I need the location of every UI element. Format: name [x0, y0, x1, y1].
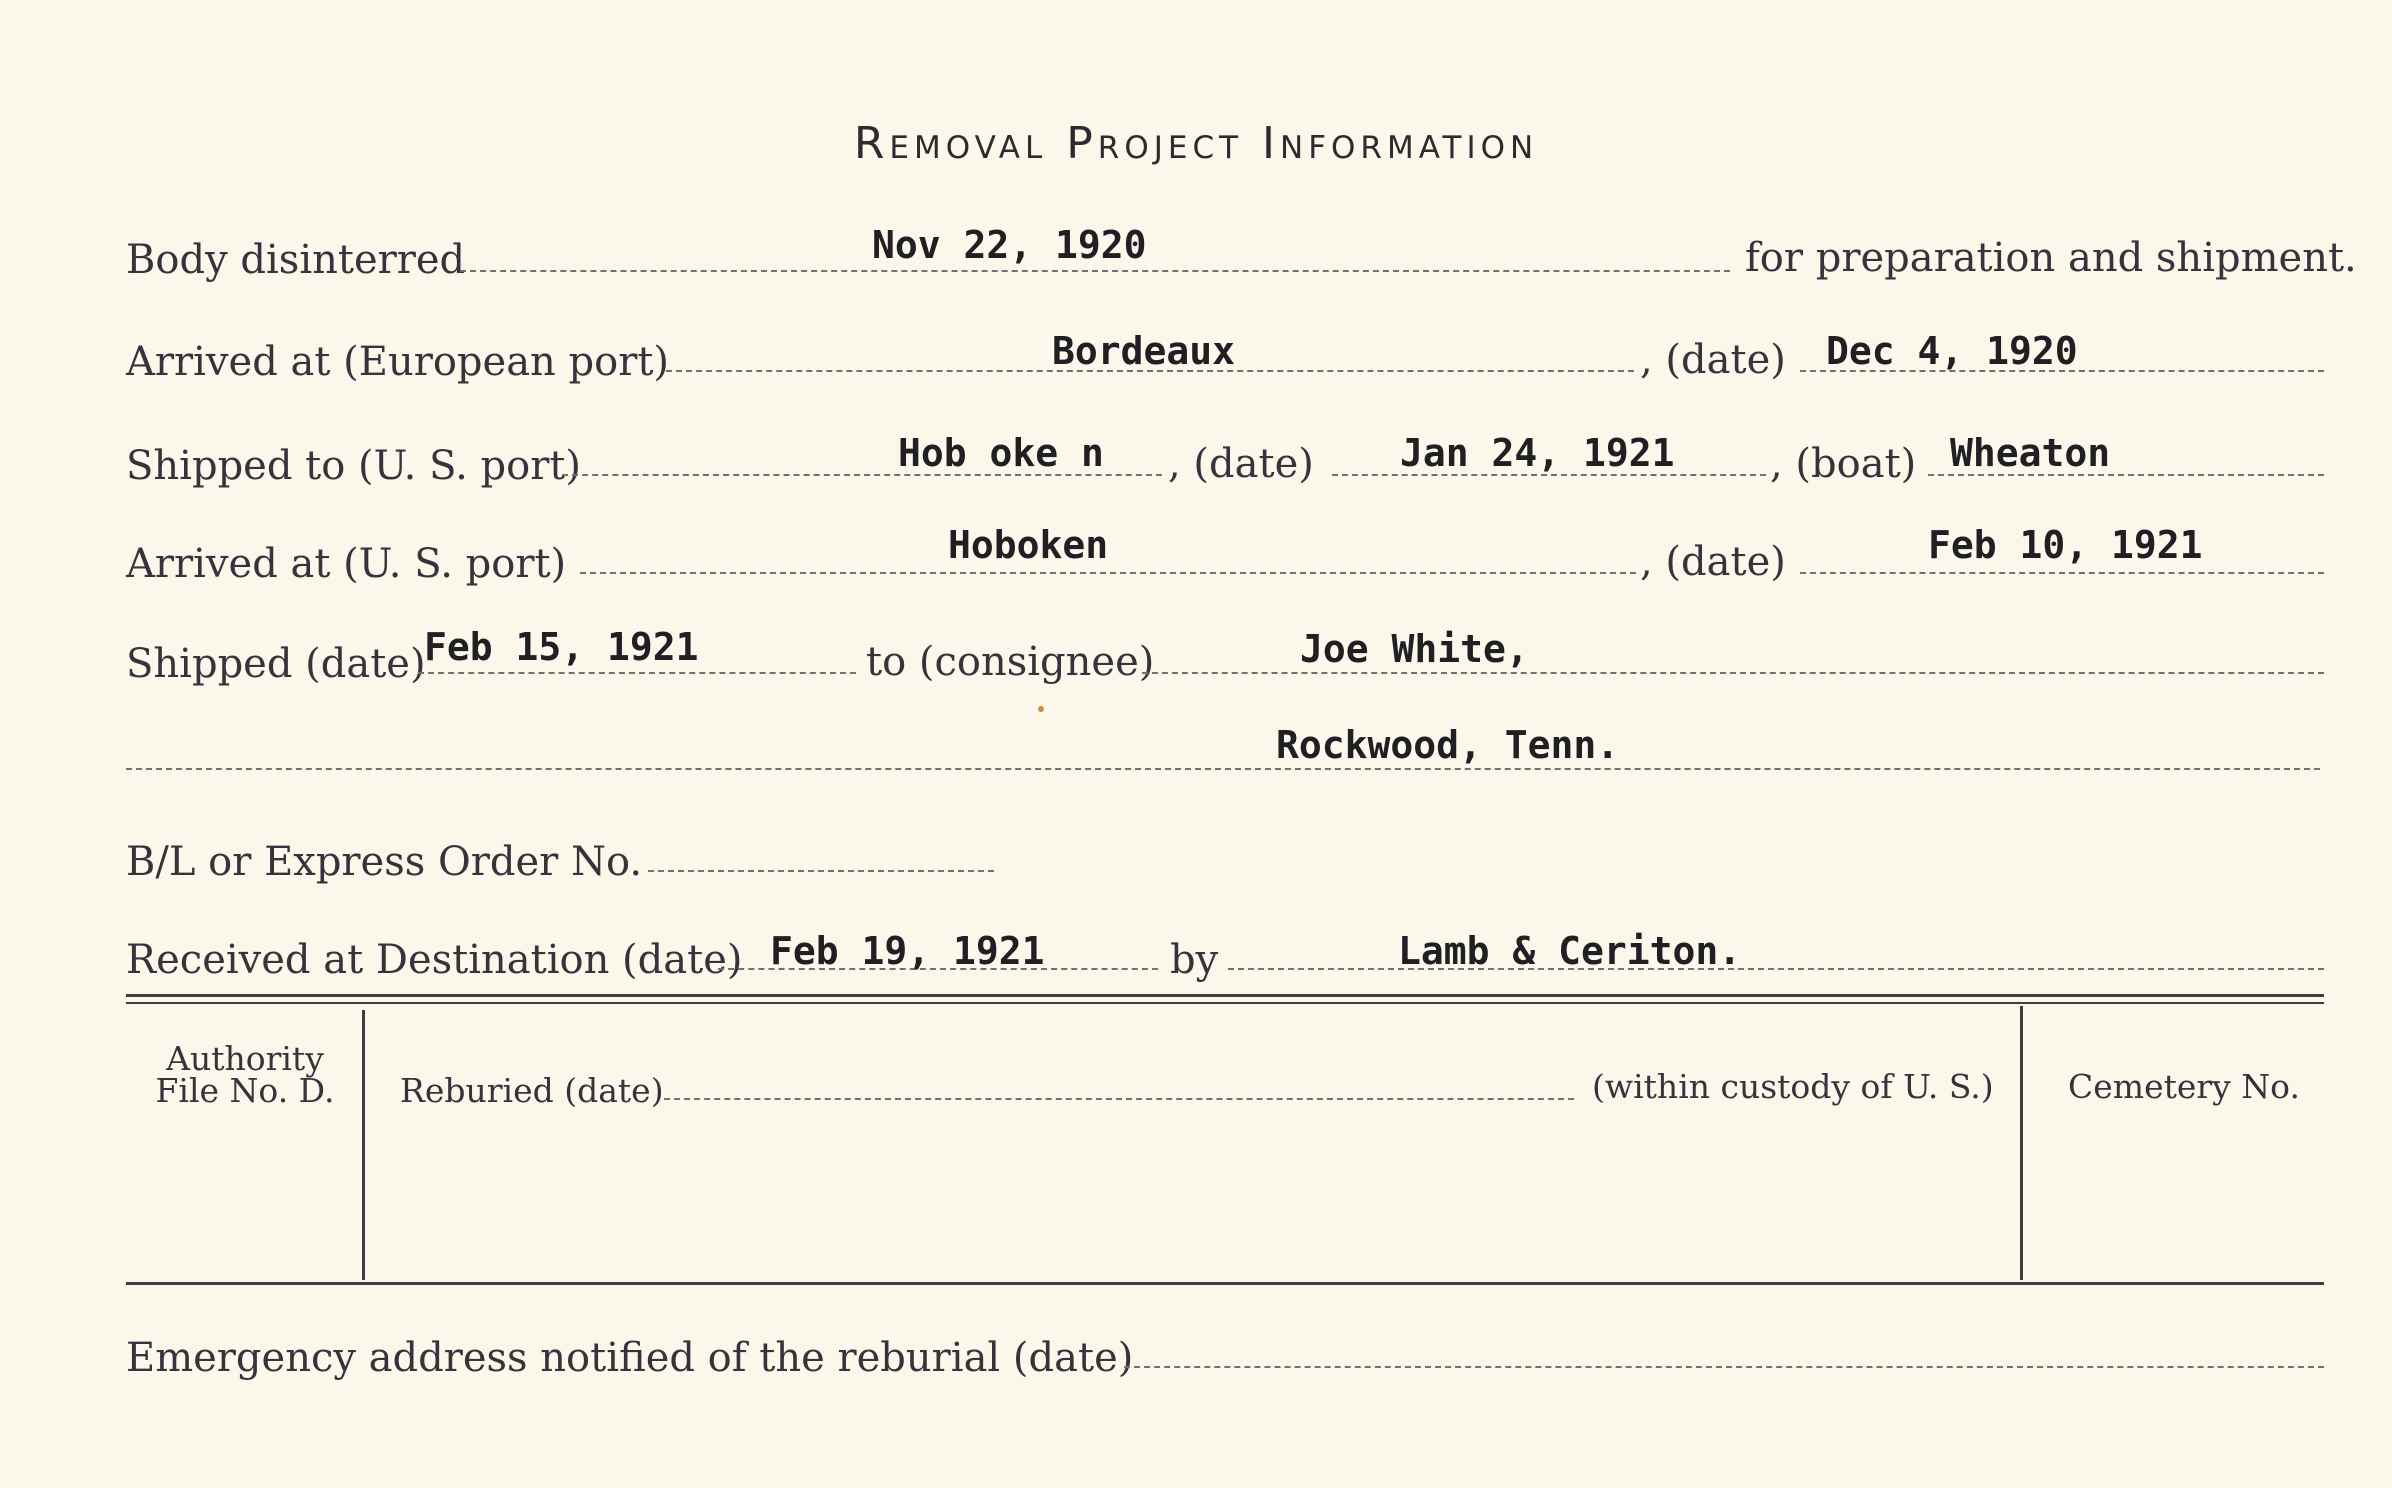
shipped-date-label: Shipped (date) [126, 641, 426, 687]
table-top-rule [126, 994, 2324, 997]
card-title: Removal Project Information [853, 118, 1539, 169]
shipped-us-date-label: , (date) [1168, 441, 1314, 487]
shipped-date-value[interactable]: Feb 15, 1921 [424, 625, 699, 669]
arrived-european-date-label: , (date) [1640, 337, 1786, 383]
arrived-european-date-value[interactable]: Dec 4, 1920 [1826, 329, 2078, 373]
arrived-us-date-value[interactable]: Feb 10, 1921 [1928, 523, 2203, 567]
received-by-value[interactable]: Lamb & Ceriton. [1398, 929, 1742, 973]
body-disinterred-suffix: for preparation and shipment. [1745, 235, 2357, 281]
arrived-european-label: Arrived at (European port) [126, 339, 670, 385]
custody-label: (within custody of U. S.) [1592, 1067, 1994, 1106]
emergency-line [1124, 1366, 2324, 1368]
received-by-line [1228, 968, 2324, 970]
received-label: Received at Destination (date) [126, 937, 743, 983]
arrived-us-date-line [1800, 572, 2324, 574]
table-bottom-rule [126, 1282, 2324, 1285]
arrived-us-port-line [580, 572, 1636, 574]
shipped-date-line [418, 672, 856, 674]
arrived-us-label: Arrived at (U. S. port) [126, 541, 567, 587]
consignee-address-line [126, 768, 2320, 770]
paper-stain [1038, 706, 1044, 712]
shipped-us-boat-value[interactable]: Wheaton [1950, 431, 2111, 475]
consignee-label: to (consignee) [866, 639, 1155, 685]
shipped-us-port-value[interactable]: Hob oke n [898, 431, 1104, 475]
consignee-address-value[interactable]: Rockwood, Tenn. [1276, 723, 1620, 767]
table-divider-right [2020, 1006, 2023, 1280]
bl-order-line [648, 870, 994, 872]
body-disinterred-value[interactable]: Nov 22, 1920 [872, 223, 1147, 267]
received-date-value[interactable]: Feb 19, 1921 [770, 929, 1045, 973]
shipped-us-boat-label: , (boat) [1770, 441, 1917, 487]
arrived-us-date-label: , (date) [1640, 539, 1786, 585]
reburied-label: Reburied (date) [400, 1071, 664, 1110]
authority-line2: File No. D. [155, 1071, 335, 1110]
table-divider-left [362, 1010, 365, 1280]
table-top-rule-inner [126, 1002, 2324, 1004]
received-by-label: by [1170, 937, 1219, 983]
shipped-us-label: Shipped to (U. S. port) [126, 443, 581, 489]
consignee-line [1142, 672, 2324, 674]
reburied-line [664, 1098, 1574, 1100]
cemetery-label: Cemetery No. [2068, 1067, 2300, 1106]
shipped-us-date-value[interactable]: Jan 24, 1921 [1400, 431, 1675, 475]
body-disinterred-line [460, 270, 1730, 272]
consignee-value[interactable]: Joe White, [1300, 627, 1529, 671]
body-disinterred-label: Body disinterred [126, 237, 466, 283]
arrived-european-port-value[interactable]: Bordeaux [1052, 329, 1236, 373]
arrived-us-port-value[interactable]: Hoboken [948, 523, 1109, 567]
authority-line1: Authority [166, 1039, 324, 1078]
emergency-label: Emergency address notified of the reburial (date) [126, 1335, 1134, 1381]
bl-order-label: B/L or Express Order No. [126, 839, 643, 885]
